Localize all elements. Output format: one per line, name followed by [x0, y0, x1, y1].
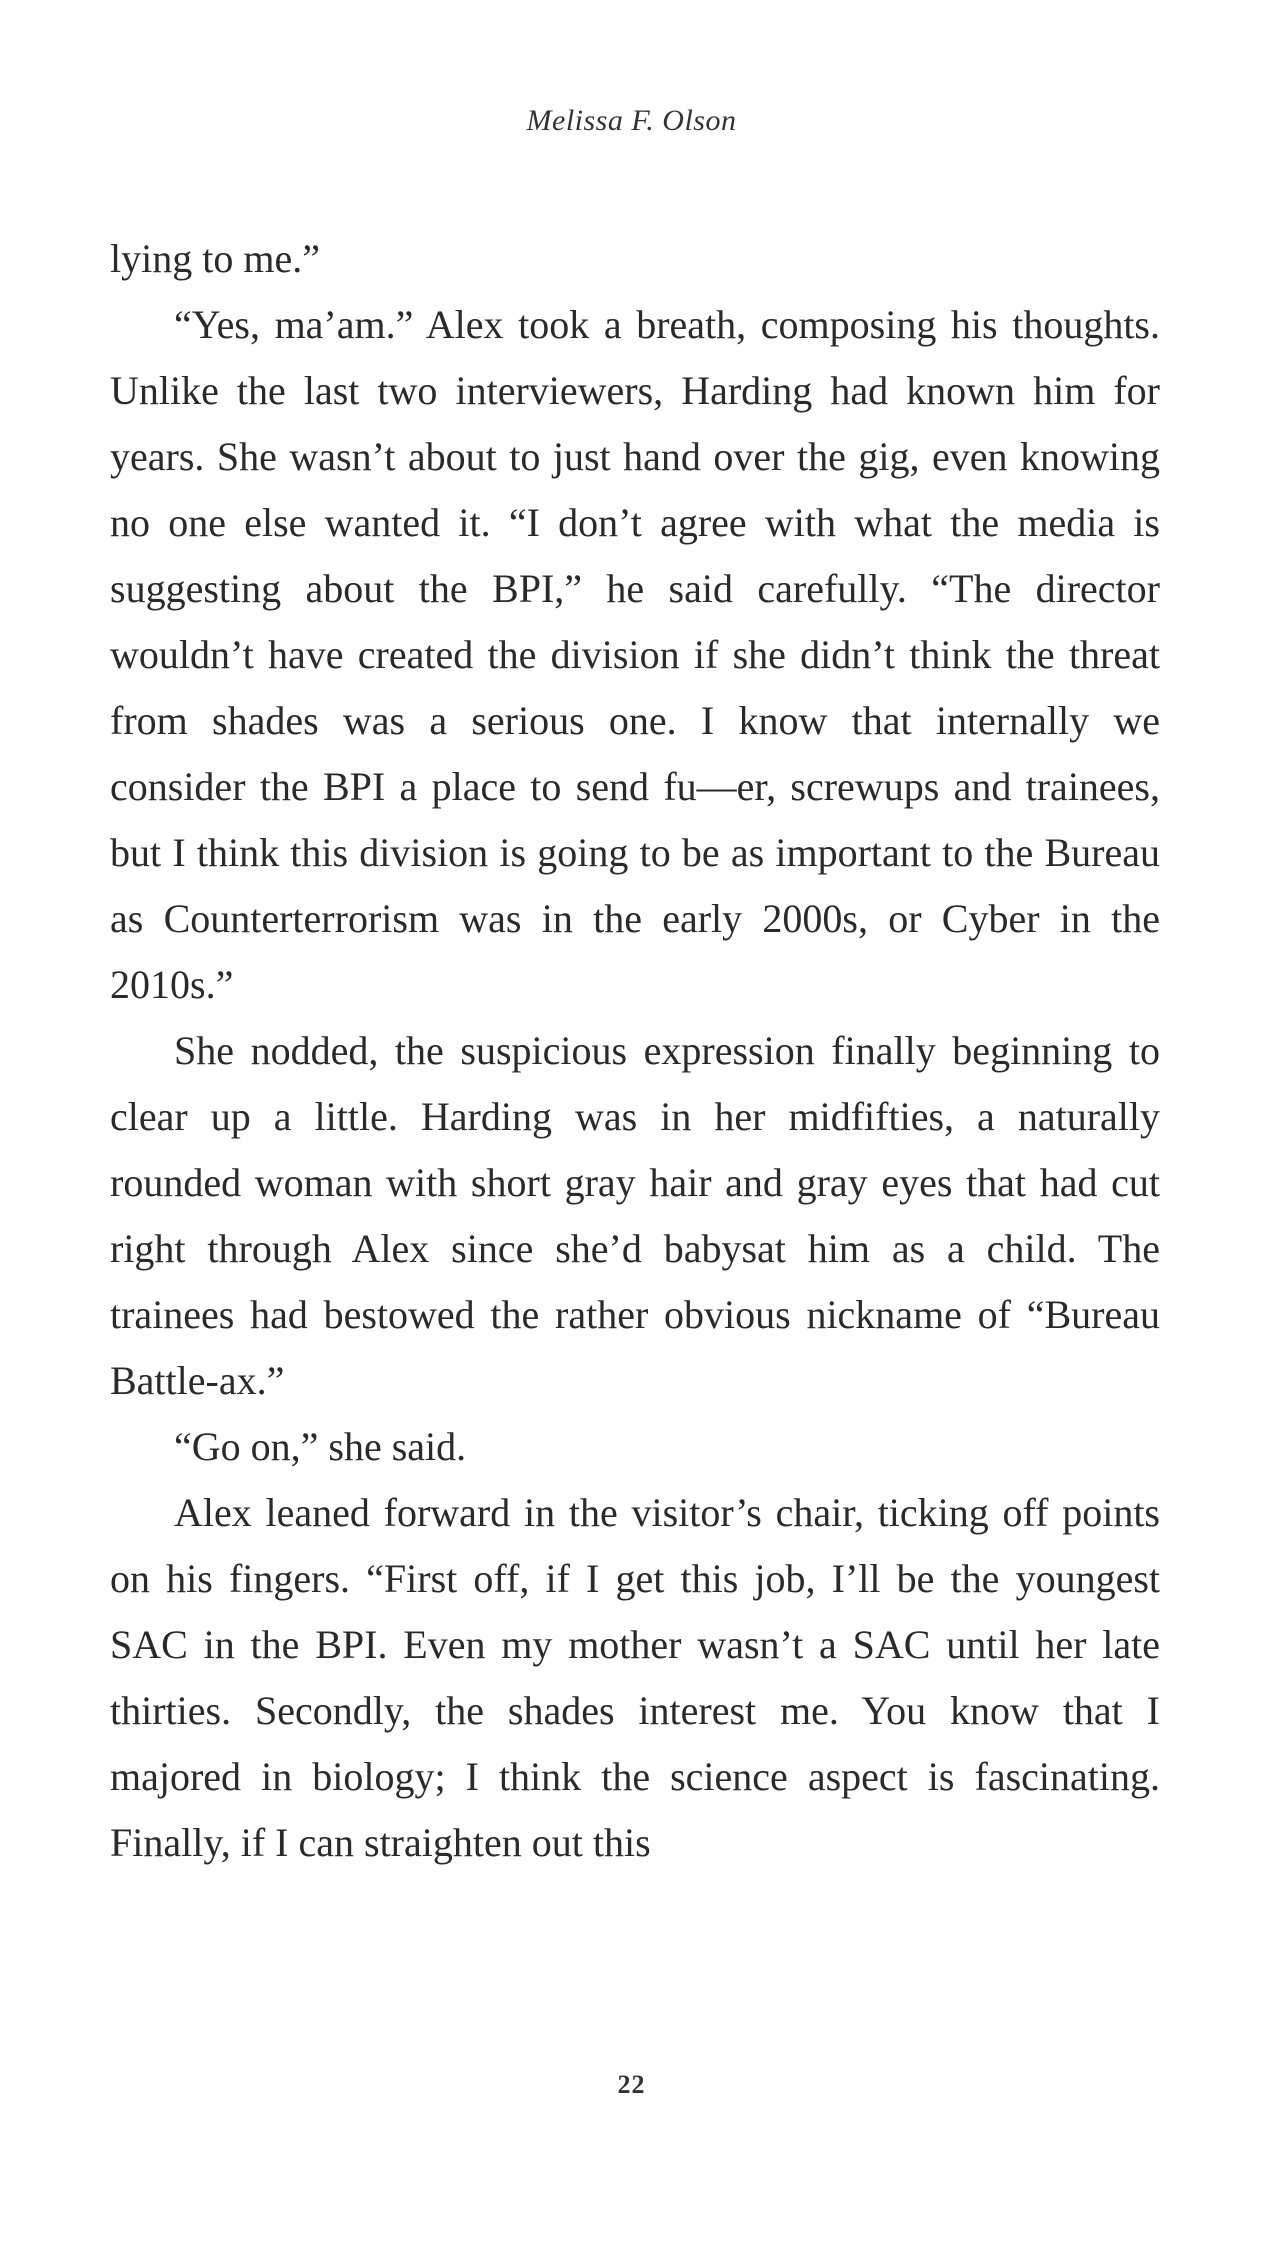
paragraph-continuation: lying to me.”: [110, 236, 320, 281]
page-number: 22: [617, 2070, 646, 2099]
paragraph: She nodded, the suspicious expression finally beginning to clear up a little. Harding was in her midfifties, a naturally rounded woman with short gray hair and gray eyes that had cut right through Alex since she’d babysat him as a child. The trainees had bestowed the rather obvious nickname of “Bureau Battle-ax.”: [110, 1028, 1160, 1403]
paragraph: Alex leaned forward in the visitor’s chair, ticking off points on his fingers. “First off, if I get this job, I’ll be the youngest SAC in the BPI. Even my mother wasn’t a SAC until her late thirties. Secondly, the shades interest me. You know that I majored in biology; I think the science aspect is fascinating. Finally, if I can straighten out this: [110, 1490, 1160, 1865]
body-text: [110, 226, 1160, 1876]
running-head-author: Melissa F. Olson: [526, 104, 737, 137]
paragraph: “Go on,” she said.: [174, 1424, 467, 1469]
paragraph: “Yes, ma’am.” Alex took a breath, composing his thoughts. Unlike the last two interviewers, Harding had known him for years. She wasn’t about to just hand over the gig, even knowing no one else wanted it. “I don’t agree with what the media is suggesting about the BPI,” he said carefully. “The director wouldn’t have created the division if she didn’t think the threat from shades was a serious one. I know that internally we consider the BPI a place to send fu—er, screwups and trainees, but I think this division is going to be as important to the Bureau as Counterterrorism was in the early 2000s, or Cyber in the 2010s.”: [110, 302, 1160, 1007]
